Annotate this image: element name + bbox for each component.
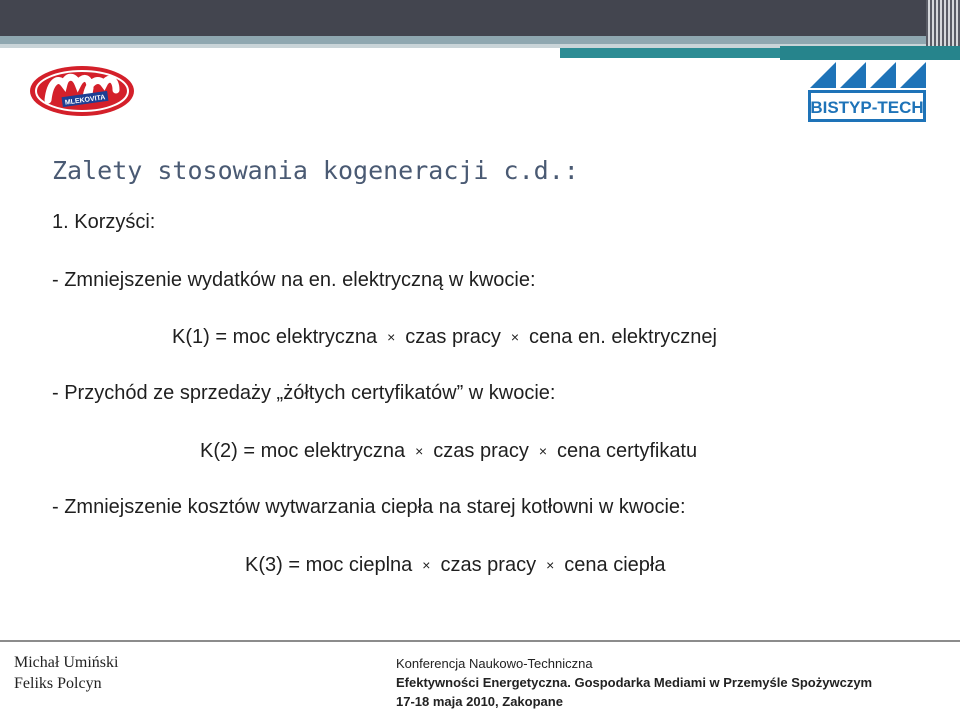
conference-date: 17-18 maja 2010, Zakopane (396, 694, 563, 709)
bullet-1: - Zmniejszenie wydatków na en. elektryczną w kwocie: (52, 269, 536, 291)
multiply-symbol: × (415, 443, 424, 459)
slide-title: Zalety stosowania kogeneracji c.d.: (52, 156, 579, 185)
formula-k2 (200, 440, 697, 463)
formula-k1 (172, 326, 717, 349)
formula-k1-mid: czas pracy (405, 326, 501, 348)
bistyp-tech-logo (806, 58, 928, 126)
bistyp-tech-logo-text: BISTYP-TECH (810, 98, 924, 117)
formula-k2-mid: czas pracy (433, 440, 529, 462)
conference-name: Konferencja Naukowo-Techniczna (396, 656, 593, 671)
multiply-symbol: × (510, 329, 520, 345)
formula-k2-rhs: cena certyfikatu (557, 440, 698, 462)
formula-k1-lhs: K(1) = moc elektryczna (172, 326, 378, 348)
header-accent (560, 48, 780, 58)
bullet-3: - Zmniejszenie kosztów wytwarzania ciepła na starej kotłowni w kwocie: (52, 496, 686, 518)
multiply-symbol: × (422, 557, 431, 573)
formula-k3 (245, 554, 665, 577)
multiply-symbol: × (546, 557, 555, 573)
author-name: Michał Umiński (14, 654, 119, 671)
conference-title: Efektywności Energetyczna. Gospodarka Mediami w Przemyśle Spożywczym (396, 675, 873, 690)
footer-conference (396, 654, 872, 711)
formula-k3-mid: czas pracy (440, 554, 537, 576)
bullet-2: - Przychód ze sprzedaży „żółtych certyfikatów” w kwocie: (52, 382, 556, 404)
author-name: Feliks Polcyn (14, 675, 102, 692)
formula-k1-rhs: cena en. elektrycznej (529, 326, 717, 348)
footer-divider (0, 640, 960, 642)
footer-authors (14, 652, 118, 694)
mlekovita-logo-text: MLEKOVITA (64, 94, 106, 107)
header-bar (0, 0, 960, 36)
formula-k3-lhs: K(3) = moc cieplna (245, 554, 413, 576)
formula-k2-lhs: K(2) = moc elektryczna (200, 440, 406, 462)
multiply-symbol: × (538, 443, 548, 459)
header-stripe (926, 0, 960, 50)
mlekovita-logo (28, 64, 136, 118)
multiply-symbol: × (387, 329, 396, 345)
list-item-korzysci: 1. Korzyści: (52, 211, 156, 233)
formula-k3-rhs: cena ciepła (564, 554, 666, 576)
header-band (0, 36, 960, 44)
